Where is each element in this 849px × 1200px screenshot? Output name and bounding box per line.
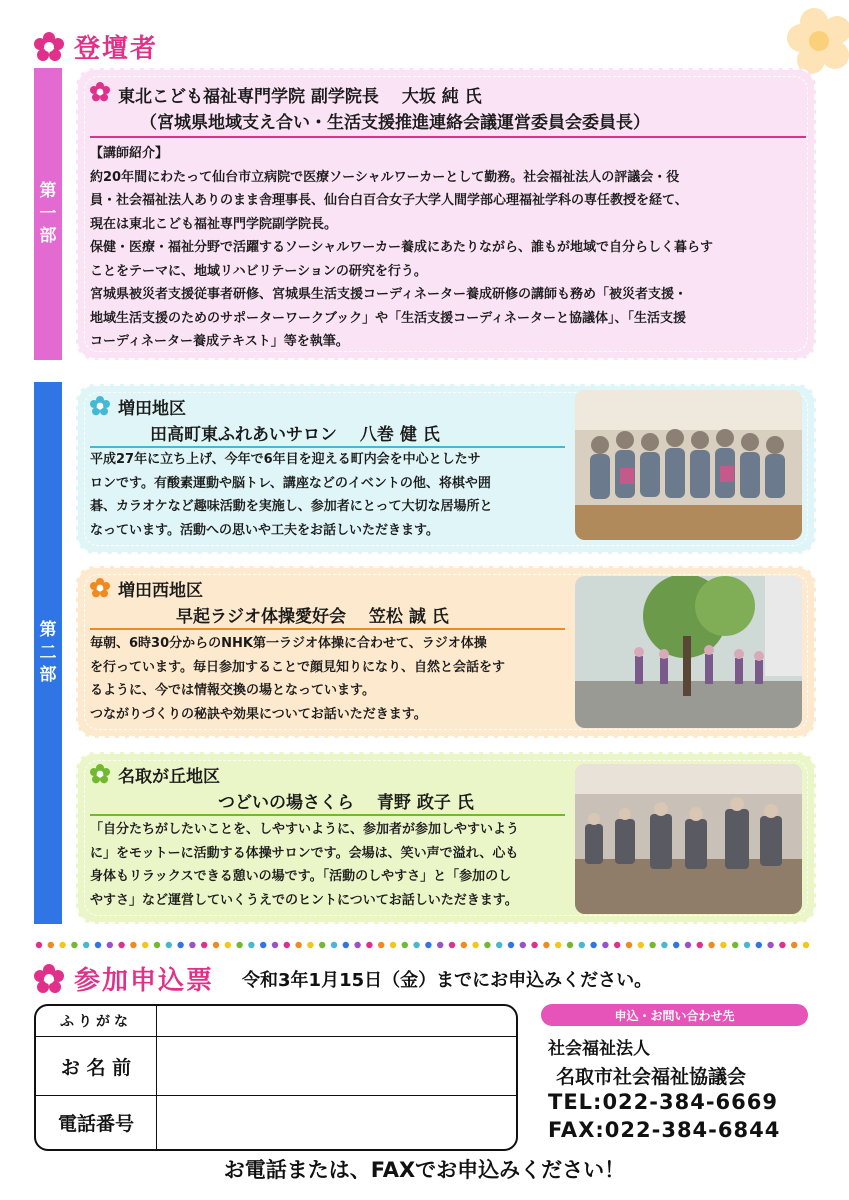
- photo-radio-exercise: [575, 576, 802, 728]
- body-line: に」をモットーに活動する体操サロンです。会場は、笑い声で溢れ、心も: [90, 845, 519, 861]
- form-header: [34, 960, 652, 997]
- body-line: つながりづくりの秘訣や効果についてお話いただきます。: [90, 706, 427, 722]
- contact-org-name: 名取市社会福祉協議会: [556, 1066, 747, 1088]
- dotted-divider: [34, 940, 816, 950]
- intro-label: 【講師紹介】: [90, 146, 169, 161]
- flower-icon: [34, 964, 64, 994]
- body-line: 毎朝、6時30分からのNHK第一ラジオ体操に合わせて、ラジオ体操: [90, 636, 487, 651]
- speaker-body: [90, 632, 505, 726]
- flower-icon: [90, 396, 110, 416]
- part1-speaker-subtitle: （宮城県地域支え合い・生活支援推進連絡会議運営委員会委員長）: [140, 113, 650, 133]
- speaker-area: 名取が丘地区: [118, 767, 220, 787]
- part2-label-text: 第 二 部: [39, 619, 57, 686]
- flower-icon: [90, 82, 110, 102]
- body-line: 地域生活支援のためのサポーターワークブック」や「生活支援コーディネーターと協議体」、「生活支援: [90, 310, 687, 326]
- part1-body: [90, 142, 713, 354]
- form-title: 参加申込票: [74, 966, 215, 996]
- application-form: [34, 1004, 518, 1151]
- body-line: を行っています。毎日参加することで顔見知りになり、自然と会話をす: [90, 659, 505, 675]
- body-line: やすさ」など運営していくうえでのヒントについてお話しいただきます。: [90, 892, 518, 908]
- body-line: 碁、カラオケなど趣味活動を実施し、参加者にとって大切な居場所と: [90, 499, 493, 514]
- speaker-name: つどいの場さくら 青野 政子 氏: [218, 793, 474, 813]
- body-line: 平成27年に立ち上げ、今年で6年目を迎える町内会を中心としたサ: [90, 452, 481, 467]
- speaker-body: [90, 448, 492, 542]
- speaker-area: 増田地区: [118, 399, 186, 419]
- contact-fax: FAX:022-384-6844: [548, 1118, 781, 1142]
- name-label: お 名 前: [60, 1056, 132, 1079]
- speaker-area: 増田西地区: [118, 581, 203, 601]
- body-line: 「自分たちがしたいことを、しやすいように、参加者が参加しやすいよう: [90, 822, 520, 837]
- body-line: るように、今では情報交換の場となっています。: [90, 683, 375, 698]
- body-line: ことをテーマに、地域リハビリテーションの研究を行う。: [90, 263, 427, 279]
- speakers-title: 登壇者: [74, 34, 159, 64]
- speaker-name: 早起ラジオ体操愛好会 笠松 誠 氏: [176, 607, 449, 627]
- photo-masuda-salon-group: [575, 390, 802, 540]
- divider: [90, 136, 806, 138]
- flower-icon: [90, 578, 110, 598]
- body-line: なっています。活動への思いや工夫をお話しいただきます。: [90, 522, 439, 538]
- body-line: ロンです。有酸素運動や脳トレ、講座などのイベントの他、将棋や囲: [90, 475, 491, 491]
- speaker-name: 田高町東ふれあいサロン 八巻 健 氏: [150, 425, 440, 445]
- contact-tag: 申込・お問い合わせ先: [541, 1004, 808, 1026]
- speaker-body: [90, 818, 519, 912]
- part1-label: [34, 68, 62, 360]
- body-line: コーディネーター養成テキスト」等を執筆。: [90, 334, 349, 349]
- furigana-field[interactable]: [158, 1006, 516, 1036]
- body-line: 現在は東北こども福祉専門学院副学院長。: [90, 216, 338, 232]
- body-line: 宮城県被災者支援従事者研修、宮城県生活支援コーディネーター養成研修の講師も務め「被災者支援・: [90, 287, 687, 302]
- deadline-text: 令和3年1月15日（金）までにお申込みください。: [242, 969, 653, 991]
- phone-field[interactable]: [158, 1096, 516, 1148]
- flower-icon: [34, 32, 64, 62]
- footer-message: お電話または、FAXでお申込みください！: [223, 1158, 626, 1182]
- part1-label-text: 第 一 部: [39, 180, 57, 247]
- body-line: 身体もリラックスできる憩いの場です。「活動のしやすさ」と「参加のし: [90, 869, 512, 884]
- speakers-header: [34, 28, 158, 65]
- part1-speaker-title: 東北こども福祉専門学院 副学院長 大坂 純 氏: [118, 87, 482, 107]
- body-line: 員・社会福祉法人ありのまま舎理事長、仙台白百合女子大学人間学部心理福祉学科の専任教授を経て、: [90, 193, 688, 208]
- body-line: 約20年間にわたって仙台市立病院で医療ソーシャルワーカーとして勤務。社会福祉法人の評議会・役: [90, 169, 680, 185]
- flower-icon: [90, 764, 110, 784]
- phone-label: 電話番号: [57, 1112, 134, 1135]
- divider: [90, 628, 565, 630]
- contact-tel[interactable]: TEL:022-384-6669: [548, 1090, 778, 1114]
- part1-card: [76, 68, 816, 360]
- photo-sakura-exercise-salon: [575, 764, 802, 914]
- part2-label: [34, 382, 62, 924]
- name-field[interactable]: [158, 1037, 516, 1095]
- contact-org-type: 社会福祉法人: [548, 1039, 650, 1059]
- furigana-label: ふりがな: [60, 1014, 132, 1030]
- body-line: 保健・医療・福祉分野で活躍するソーシャルワーカー養成にあたりながら、誰もが地域で自分らしく暮らす: [90, 240, 713, 255]
- divider: [90, 814, 565, 816]
